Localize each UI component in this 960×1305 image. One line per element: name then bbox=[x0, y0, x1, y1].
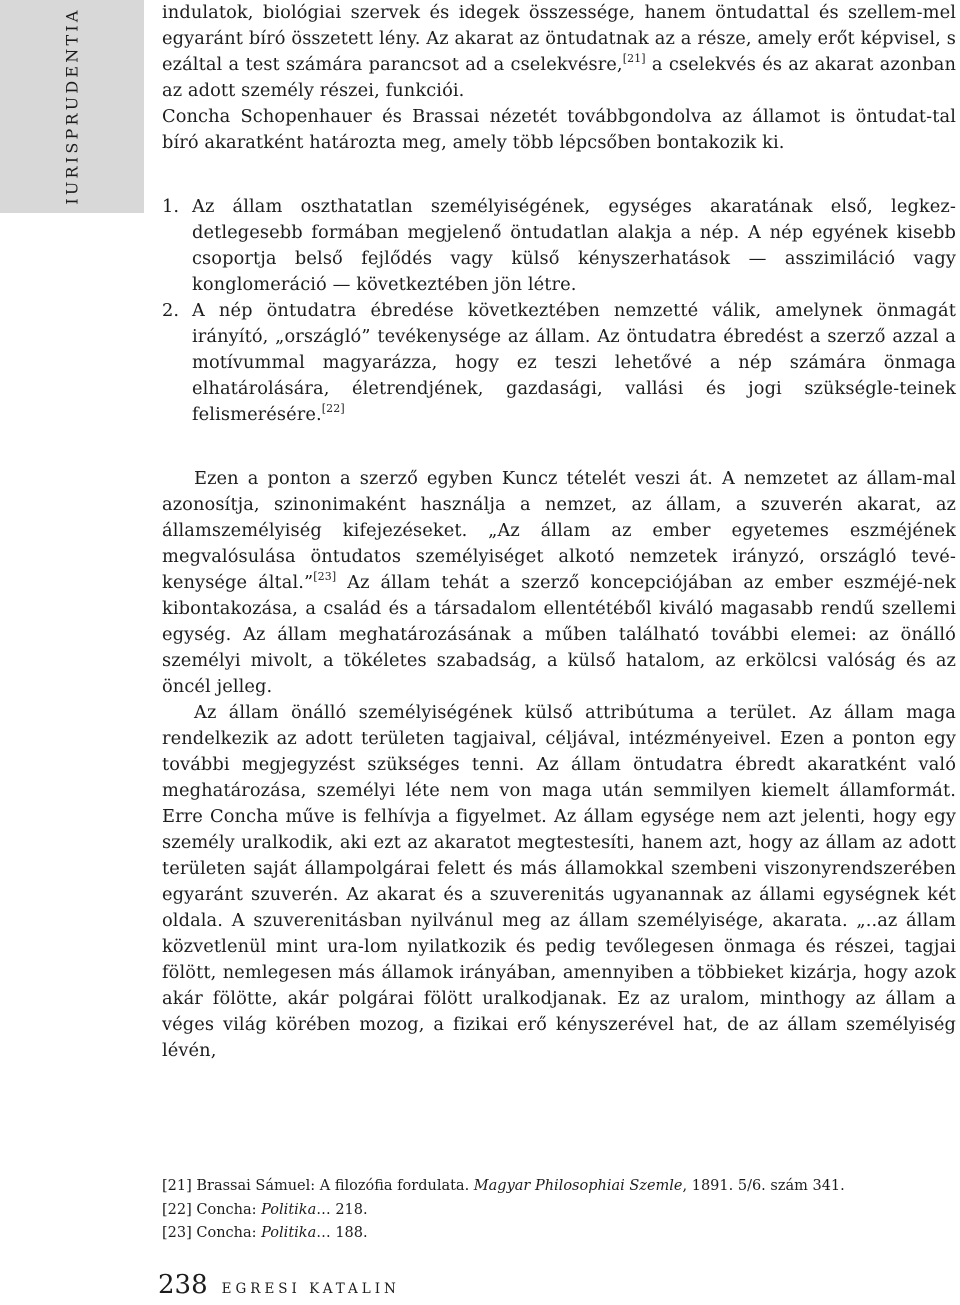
section-tab-label: IURISPRUDENTIA bbox=[62, 7, 82, 205]
intro-block bbox=[162, 0, 956, 156]
intro-text-1: indulatok, biológiai szervek és idegek összessége, hanem öntudattal és szellem-mel egyaránt bíró összetett lény. Az akarat az öntudatnak az a része, amely erőt képvisel, s ezáltal a test számára parancsot ad a cselekvésre, bbox=[162, 2, 956, 75]
footnote-ref-21[interactable]: [21] bbox=[622, 52, 646, 65]
list-item bbox=[162, 298, 956, 428]
footnote-text: [22] Concha: bbox=[162, 1201, 262, 1218]
footnote-text: [23] Concha: bbox=[162, 1225, 262, 1241]
section-tab bbox=[0, 0, 144, 213]
footnote-22 bbox=[162, 1199, 956, 1223]
footnote-text: , 1891. 5/6. szám 341. bbox=[682, 1178, 845, 1194]
footnote-title: Magyar Philosophiai Szemle bbox=[473, 1178, 683, 1194]
footnote-text: … 218. bbox=[316, 1201, 368, 1218]
body-paragraph bbox=[162, 466, 956, 700]
footnote-title: Politika bbox=[261, 1201, 317, 1218]
body-text-1: Ezen a ponton a szerző egyben Kuncz tételét veszi át. A nemzetet az állam-mal azonosítja, szinonimaként használja a nemzet, az állam, a szuverén akarat, az államszemélyiség kifejezéseket. „Az állam az ember egyetemes eszméjének megvalósulása öntudatos személyiséget alkotó nemzetek irányzó, országló tevé-kenysége által.” bbox=[162, 468, 956, 593]
footnote-ref-23[interactable]: [23] bbox=[313, 570, 337, 583]
footnote-text: … 188. bbox=[316, 1225, 368, 1241]
numbered-list bbox=[162, 194, 956, 428]
footnote-text: [21] Brassai Sámuel: A filozófia fordulata. bbox=[162, 1178, 474, 1194]
intro-paragraph bbox=[162, 0, 956, 104]
body-text-2: Az állam tehát a szerző koncepciójában az ember eszméjé-nek kibontakozása, a család és a társadalom ellentétéből kiváló magasabb rendű szellemi egység. Az állam meghatározásának a műben található további elemei: az önálló személyi mivolt, a tökéletes szabadság, a külső hatalom, az erkölcsi valóság és az öncél jelleg. bbox=[162, 572, 956, 697]
concha-paragraph: Concha Schopenhauer és Brassai nézetét továbbgondolva az államot is öntudat-tal bíró akaratként határozta meg, amely több lépcsőben bontakozik ki. bbox=[162, 106, 956, 153]
list-number: 2. bbox=[162, 300, 180, 321]
page-number: 238 bbox=[158, 1270, 208, 1300]
footnotes bbox=[162, 1175, 956, 1246]
list-text: A nép öntudatra ébredése következtében nemzetté válik, amelynek önmagát irányító, „országló” tevékenysége az állam. Az öntudatra ébredést a szerző azzal a motívummal magyarázza, hogy ez teszi lehetővé a nép számára önmaga elhatárolására, életrendjének, gazdasági, vallási és jogi szükségle-teinek felismerésére. bbox=[192, 300, 956, 425]
body-block bbox=[162, 466, 956, 1064]
list-text: Az állam oszthatatlan személyiségének, egységes akaratának első, legkez-detlegesebb formában megjelenő öntudatlan alakja a nép. A nép egyének kisebb csoportja belső fejlődés vagy külső kényszerhatások — asszimiláció vagy konglomeráció — következtében jön létre. bbox=[192, 196, 956, 295]
footnote-21 bbox=[162, 1175, 956, 1199]
footnote-title: Politika bbox=[261, 1225, 317, 1241]
list-number: 1. bbox=[162, 196, 180, 217]
list-item bbox=[162, 194, 956, 298]
body-paragraph: Az állam önálló személyiségének külső attribútuma a terület. Az állam maga rendelkezik az adott területen tagjaival, céljával, intézményeivel. Ezen a ponton egy további megjegyzést szükséges tenni. Az állam öntudatra ébredt akaratként való meghatározása, személyi léte nem von maga után semmilyen kiemelt államformát. Erre Concha műve is felhívja a figyelmet. Az állam egysége nem azt jelenti, hogy egy személy uralkodik, aki ezt az akaratot megtestesíti, hanem azt, hogy az állam az adott területen saját állampolgárai felett és más államokkal szembeni viszonyrendszerében egyaránt szuverén. Az akarat és a szuverenitás ugyanannak az állami egységnek két oldala. A szuverenitásban nyilvánul meg az állam személyisége, akarata. „..az állam közvetlenül mint ura-lom nyilatkozik és pedig tevőlegesen önmaga és részei, tagjai fölött, nemlegesen más államok irányában, amennyiben a többieket kizárja, hogy azok akár fölötte, akár polgárai fölött uralkodjanak. Ez az uralom, minthogy az állam a véges világ körében mozog, a fizikai erő kényszerével hat, de az állam személyiség lévén, bbox=[162, 702, 956, 1061]
intro-text-2: a cselekvés és az akarat azonban az adott személy részei, funkciói. bbox=[162, 54, 956, 101]
author-name: EGRESI KATALIN bbox=[221, 1281, 400, 1297]
page-footer bbox=[158, 1265, 400, 1305]
footnote-23 bbox=[162, 1222, 956, 1246]
list-text-container bbox=[192, 298, 956, 428]
footnote-ref-22[interactable]: [22] bbox=[321, 402, 345, 415]
